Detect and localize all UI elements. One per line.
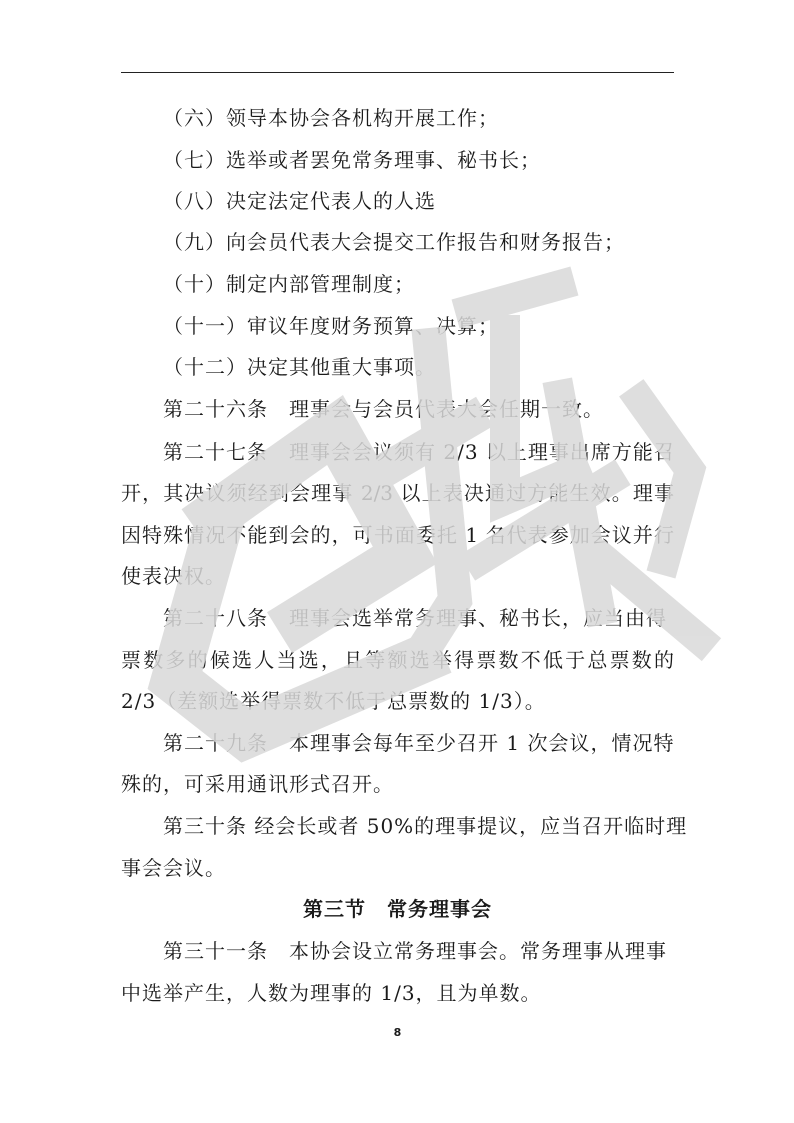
article-27-line: 因特殊情况不能到会的，可书面委托 1 名代表参加会议并行 — [121, 523, 674, 547]
article-31-line: 中选举产生，人数为理事的 1/3，且为单数。 — [121, 981, 542, 1005]
list-item: （十二）决定其他重大事项。 — [163, 355, 436, 379]
list-item: （九）向会员代表大会提交工作报告和财务报告； — [163, 230, 625, 254]
article-27-line: 开，其决议须经到会理事 2/3 以上表决通过方能生效。理事 — [121, 481, 674, 505]
list-item: （七）选举或者罢免常务理事、秘书长； — [163, 148, 541, 172]
article-30-line: 事会会议。 — [121, 856, 226, 880]
article-27-line: 第二十七条 理事会会议须有 2/3 以上理事出席方能召 — [163, 440, 675, 464]
list-item: （六）领导本协会各机构开展工作； — [163, 106, 499, 130]
article-28-line: 第二十八条 理事会选举常务理事、秘书长，应当由得 — [163, 606, 667, 630]
article-26: 第二十六条 理事会与会员代表大会任期一致。 — [163, 397, 604, 421]
list-item: （十一）审议年度财务预算、决算； — [163, 314, 499, 338]
article-28-line: 2/3（差额选举得票数不低于总票数的 1/3）。 — [121, 689, 546, 713]
article-28-line: 票数多的候选人当选，且等额选举得票数不低于总票数的 — [121, 648, 674, 672]
article-31-line: 第三十一条 本协会设立常务理事会。常务理事从理事 — [163, 939, 667, 963]
article-29-line: 第二十九条 本理事会每年至少召开 1 次会议，情况特 — [163, 731, 675, 755]
page-number: 8 — [393, 1026, 402, 1039]
list-item: （八）决定法定代表人的人选 — [163, 189, 436, 213]
article-27-line: 使表决权。 — [121, 564, 226, 588]
list-item: （十）制定内部管理制度； — [163, 272, 415, 296]
article-29-line: 殊的，可采用通讯形式召开。 — [121, 772, 394, 796]
header-rule — [121, 72, 674, 73]
article-30-line: 第三十条 经会长或者 50%的理事提议，应当召开临时理 — [163, 814, 688, 838]
section-heading: 第三节 常务理事会 — [303, 897, 492, 921]
